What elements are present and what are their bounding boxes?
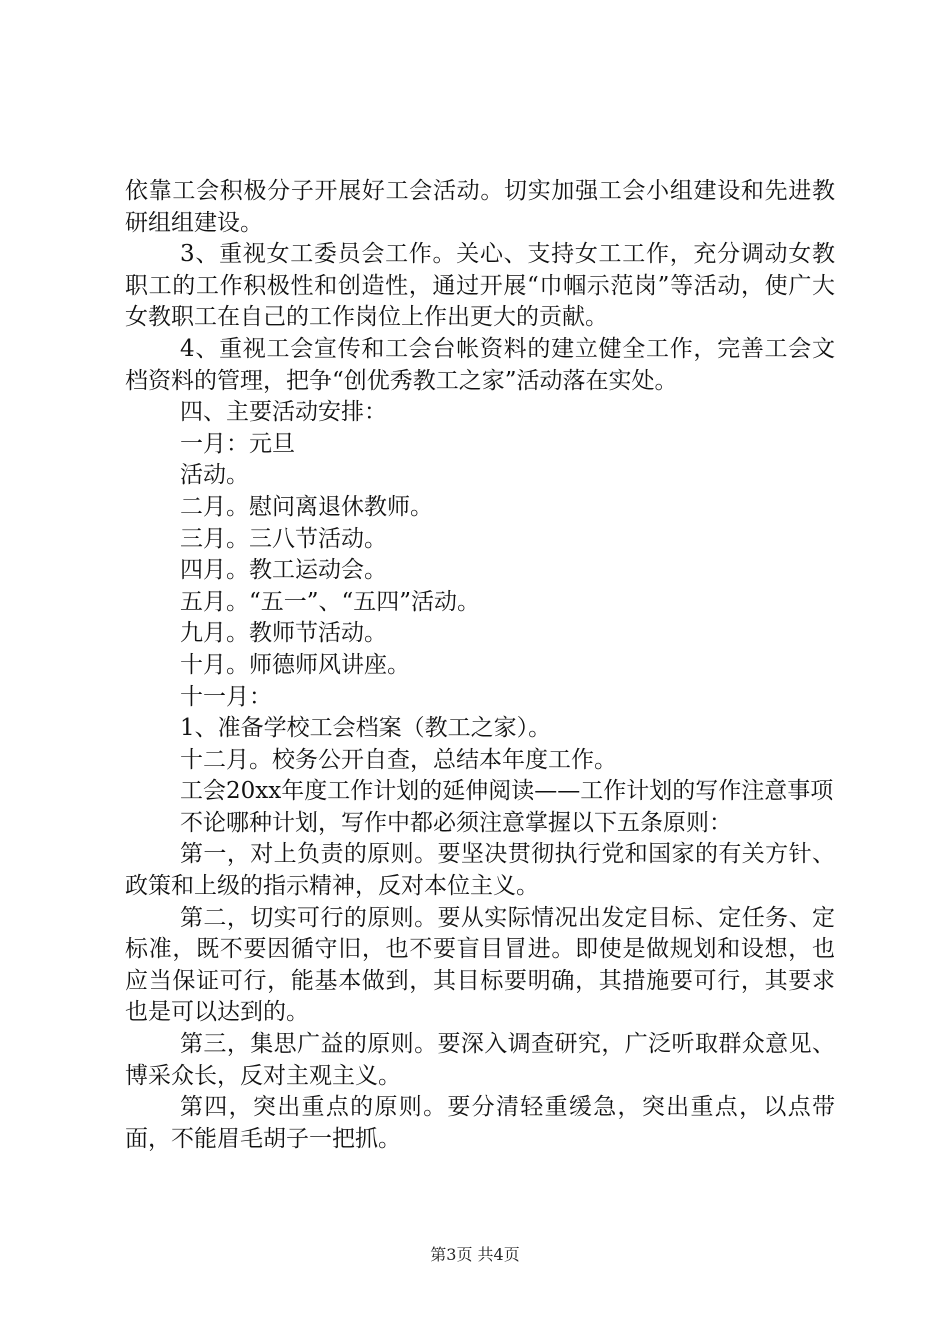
schedule-item: 十二月。校务公开自查，总结本年度工作。 bbox=[180, 746, 617, 773]
paragraph: 3、重视女工委员会工作。关心、支持女工工作，充分调动女教职工的工作积极性和创造性，通过开展“巾帼示范岗”等活动，使广大女教职工在自己的工作岗位上作出更大的贡献。 bbox=[125, 241, 835, 331]
document-body bbox=[125, 176, 835, 1155]
paragraph: 依靠工会积极分子开展好工会活动。切实加强工会小组建设和先进教研组组建设。 bbox=[125, 178, 835, 236]
paragraph: 4、重视工会宣传和工会台帐资料的建立健全工作，完善工会文档资料的管理，把争“创优秀教工之家”活动落在实处。 bbox=[125, 335, 835, 394]
extended-reading-title: 工会20xx年度工作计划的延伸阅读——工作计划的写作注意事项 bbox=[180, 778, 834, 805]
schedule-item: 五月。“五一”、“五四”活动。 bbox=[180, 588, 481, 615]
section-heading: 四、主要活动安排： bbox=[180, 399, 387, 426]
schedule-item: 1、准备学校工会档案（教工之家）。 bbox=[180, 715, 552, 742]
schedule-item: 活动。 bbox=[180, 462, 249, 489]
schedule-item: 一月：元旦 bbox=[180, 430, 295, 457]
principle-paragraph: 第三，集思广益的原则。要深入调查研究，广泛听取群众意见、博采众长，反对主观主义。 bbox=[125, 1031, 835, 1089]
schedule-item: 二月。慰问离退休教师。 bbox=[180, 493, 433, 520]
schedule-item: 三月。三八节活动。 bbox=[180, 525, 387, 552]
page-number-footer: 第3页 共4页 bbox=[430, 1245, 520, 1264]
schedule-item: 四月。教工运动会。 bbox=[180, 557, 387, 584]
paragraph: 不论哪种计划，写作中都必须注意掌握以下五条原则： bbox=[180, 809, 732, 836]
schedule-item: 十月。师德师风讲座。 bbox=[180, 651, 410, 678]
schedule-item: 九月。教师节活动。 bbox=[180, 620, 387, 647]
principle-paragraph: 第一，对上负责的原则。要坚决贯彻执行党和国家的有关方针、政策和上级的指示精神，反对本位主义。 bbox=[125, 841, 835, 900]
principle-paragraph: 第二，切实可行的原则。要从实际情况出发定目标、定任务、定标准，既不要因循守旧，也不要盲目冒进。即使是做规划和设想，也应当保证可行，能基本做到，其目标要明确，其措施要可行，其要求也是可以达到的。 bbox=[125, 904, 835, 1026]
schedule-item: 十一月： bbox=[180, 683, 272, 710]
principle-paragraph: 第四，突出重点的原则。要分清轻重缓急，突出重点，以点带面，不能眉毛胡子一把抓。 bbox=[125, 1094, 835, 1152]
